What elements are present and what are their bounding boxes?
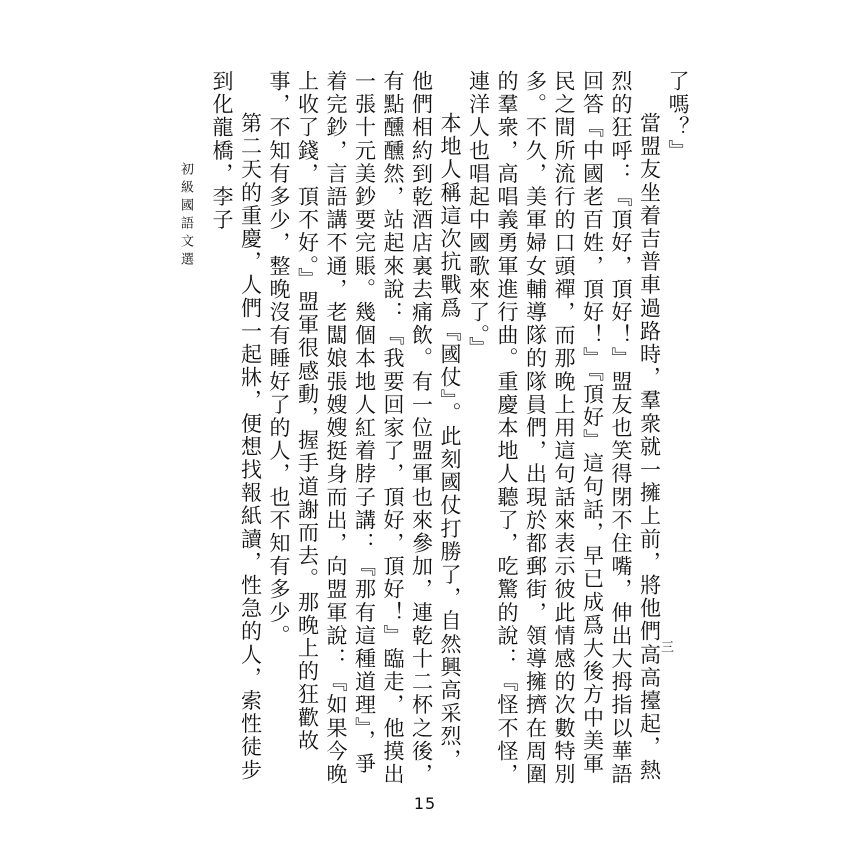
page-number: 15 (413, 794, 437, 813)
running-header: 初級國語文選 (178, 162, 193, 270)
paragraph-4: 第二天的重慶，人們一起牀，便想找報紙讀，性急的人，索性徒步到化龍橋，李子 (210, 70, 263, 782)
paragraph-3: 本地人稱這次抗戰爲『國仗』。此刻國仗打勝了，自然興高采烈，他們相約到乾酒店裏去痛飲。有一位盟軍也來參加，連乾十二杯之後，有點醺醺然，站起來說：『我要回家了，頂好，頂好！』臨走，他摸出一張十元美鈔要完賬。幾個本地人紅着脖子講：『那有這種道理』，爭着完鈔，言語講不通，老闆娘張嫂嫂挺身而出，向盟軍說：『如果今晚上收了錢，頂不好。』盟軍很感動，握手道謝而去。那晚上的狂歡故事，不知有多少，整晚沒有睡好了的人，也不知有多少。 (267, 70, 462, 787)
paragraph-2: 當盟友坐着吉普車過路時，羣衆就一擁上前，將他們高高擡起，熱烈的狂呼：『頂好，頂好！』盟友也笑得閉不住嘴，伸出大拇指以華語回答『中國老百姓，頂好！』『頂好』這句話，早已成爲大後方中美軍民之間所流行的口頭禪，而那晚上用這句話來表示彼此情感的次數特別多。不久，美軍婦女輔導隊的隊員們，出現於都郵街，領導擁擠在周圍的羣衆，高唱義勇軍進行曲。重慶本地人聽了，吃驚的說：『怪不怪，連洋人也唱起中國歌來了。』 (466, 70, 662, 787)
chinese-page-marker: 三 (658, 640, 673, 653)
main-text-column (208, 70, 693, 790)
paragraph-1: 了嗎？』 (666, 70, 690, 163)
